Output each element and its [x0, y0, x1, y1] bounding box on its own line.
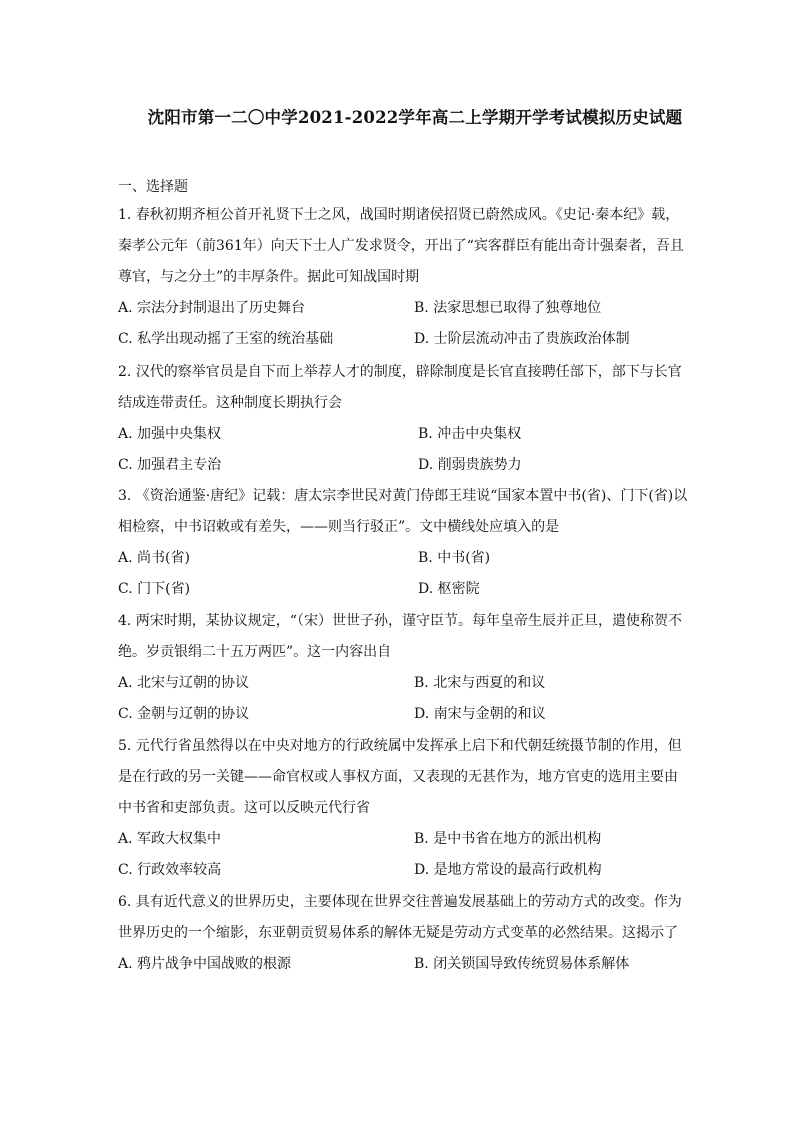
option-a: A. 加强中央集权: [118, 426, 222, 442]
option-d: D. 士阶层流动冲击了贵族政治体制: [414, 331, 630, 347]
question-stem: 3. 《资治通鉴·唐纪》记载：唐太宗李世民对黄门侍郎王珪说“国家本置中书(省)、门下(省)以相检察，中书诏敕或有差失，——则当行驳正”。文中横线处应填入的是: [118, 488, 688, 535]
option-c: C. 加强君主专治: [118, 457, 222, 473]
option-d: D. 是地方常设的最高行政机构: [414, 862, 602, 878]
question-2: [118, 357, 688, 481]
options-row: [118, 824, 688, 855]
option-a: A. 尚书(省): [118, 550, 190, 566]
options-row: [118, 543, 688, 574]
question-stem: 4. 两宋时期，某协议规定，“（宋）世世子孙，谨守臣节。每年皇帝生辰并正旦，遣使称贺不绝。岁贡银绢二十五万两匹”。这一内容出自: [118, 613, 682, 660]
question-1: [118, 200, 688, 355]
question-3: [118, 481, 688, 605]
option-b: B. 中书(省): [418, 550, 491, 566]
question-stem: 1. 春秋初期齐桓公首开礼贤下士之风，战国时期诸侯招贤已蔚然成风。《史记·秦本纪》载，秦孝公元年（前361年）向天下士人广发求贤令，开出了“宾客群臣有能出奇计强秦者，吾且尊官，与之分土”的丰厚条件。据此可知战国时期: [118, 207, 684, 285]
option-c: C. 私学出现动摇了王室的统治基础: [118, 331, 334, 347]
question-stem: 2. 汉代的察举官员是自下而上举荐人才的制度，辟除制度是长官直接聘任部下，部下与长官结成连带责任。这种制度长期执行会: [118, 364, 682, 411]
option-b: B. 冲击中央集权: [418, 426, 522, 442]
options-row: [118, 293, 688, 324]
option-c: C. 金朝与辽朝的协议: [118, 706, 250, 722]
options-row: [118, 450, 688, 481]
option-b: B. 闭关锁国导致传统贸易体系解体: [414, 956, 630, 972]
option-b: B. 北宋与西夏的和议: [414, 675, 546, 691]
option-d: D. 枢密院: [418, 581, 480, 597]
question-6: [118, 887, 688, 980]
options-row: [118, 855, 688, 886]
options-row: [118, 949, 688, 980]
option-d: D. 南宋与金朝的和议: [414, 706, 546, 722]
option-d: D. 削弱贵族势力: [418, 457, 522, 473]
option-a: A. 鸦片战争中国战败的根源: [118, 956, 292, 972]
option-a: A. 军政大权集中: [118, 831, 222, 847]
question-4: [118, 606, 688, 730]
question-5: [118, 731, 688, 886]
options-row: [118, 419, 688, 450]
options-row: [118, 574, 688, 605]
option-a: A. 宗法分封制退出了历史舞台: [118, 300, 306, 316]
options-row: [118, 699, 688, 730]
options-row: [118, 324, 688, 355]
question-stem: 6. 具有近代意义的世界历史，主要体现在世界交往普遍发展基础上的劳动方式的改变。作为世界历史的一个缩影，东亚朝贡贸易体系的解体无疑是劳动方式变革的必然结果。这揭示了: [118, 894, 682, 941]
option-b: B. 是中书省在地方的派出机构: [414, 831, 602, 847]
option-c: C. 门下(省): [118, 581, 191, 597]
section-heading: 一、选择题: [118, 179, 188, 195]
page-title: 沈阳市第一二〇中学2021-2022学年高二上学期开学考试模拟历史试题: [147, 108, 683, 127]
option-c: C. 行政效率较高: [118, 862, 222, 878]
question-stem: 5. 元代行省虽然得以在中央对地方的行政统属中发挥承上启下和代朝廷统摄节制的作用，但是在行政的另一关键——命官权或人事权方面，又表现的无甚作为，地方官吏的选用主要由中书省和吏部负责。这可以反映元代行省: [118, 738, 682, 816]
option-b: B. 法家思想已取得了独尊地位: [414, 300, 602, 316]
options-row: [118, 668, 688, 699]
option-a: A. 北宋与辽朝的协议: [118, 675, 250, 691]
